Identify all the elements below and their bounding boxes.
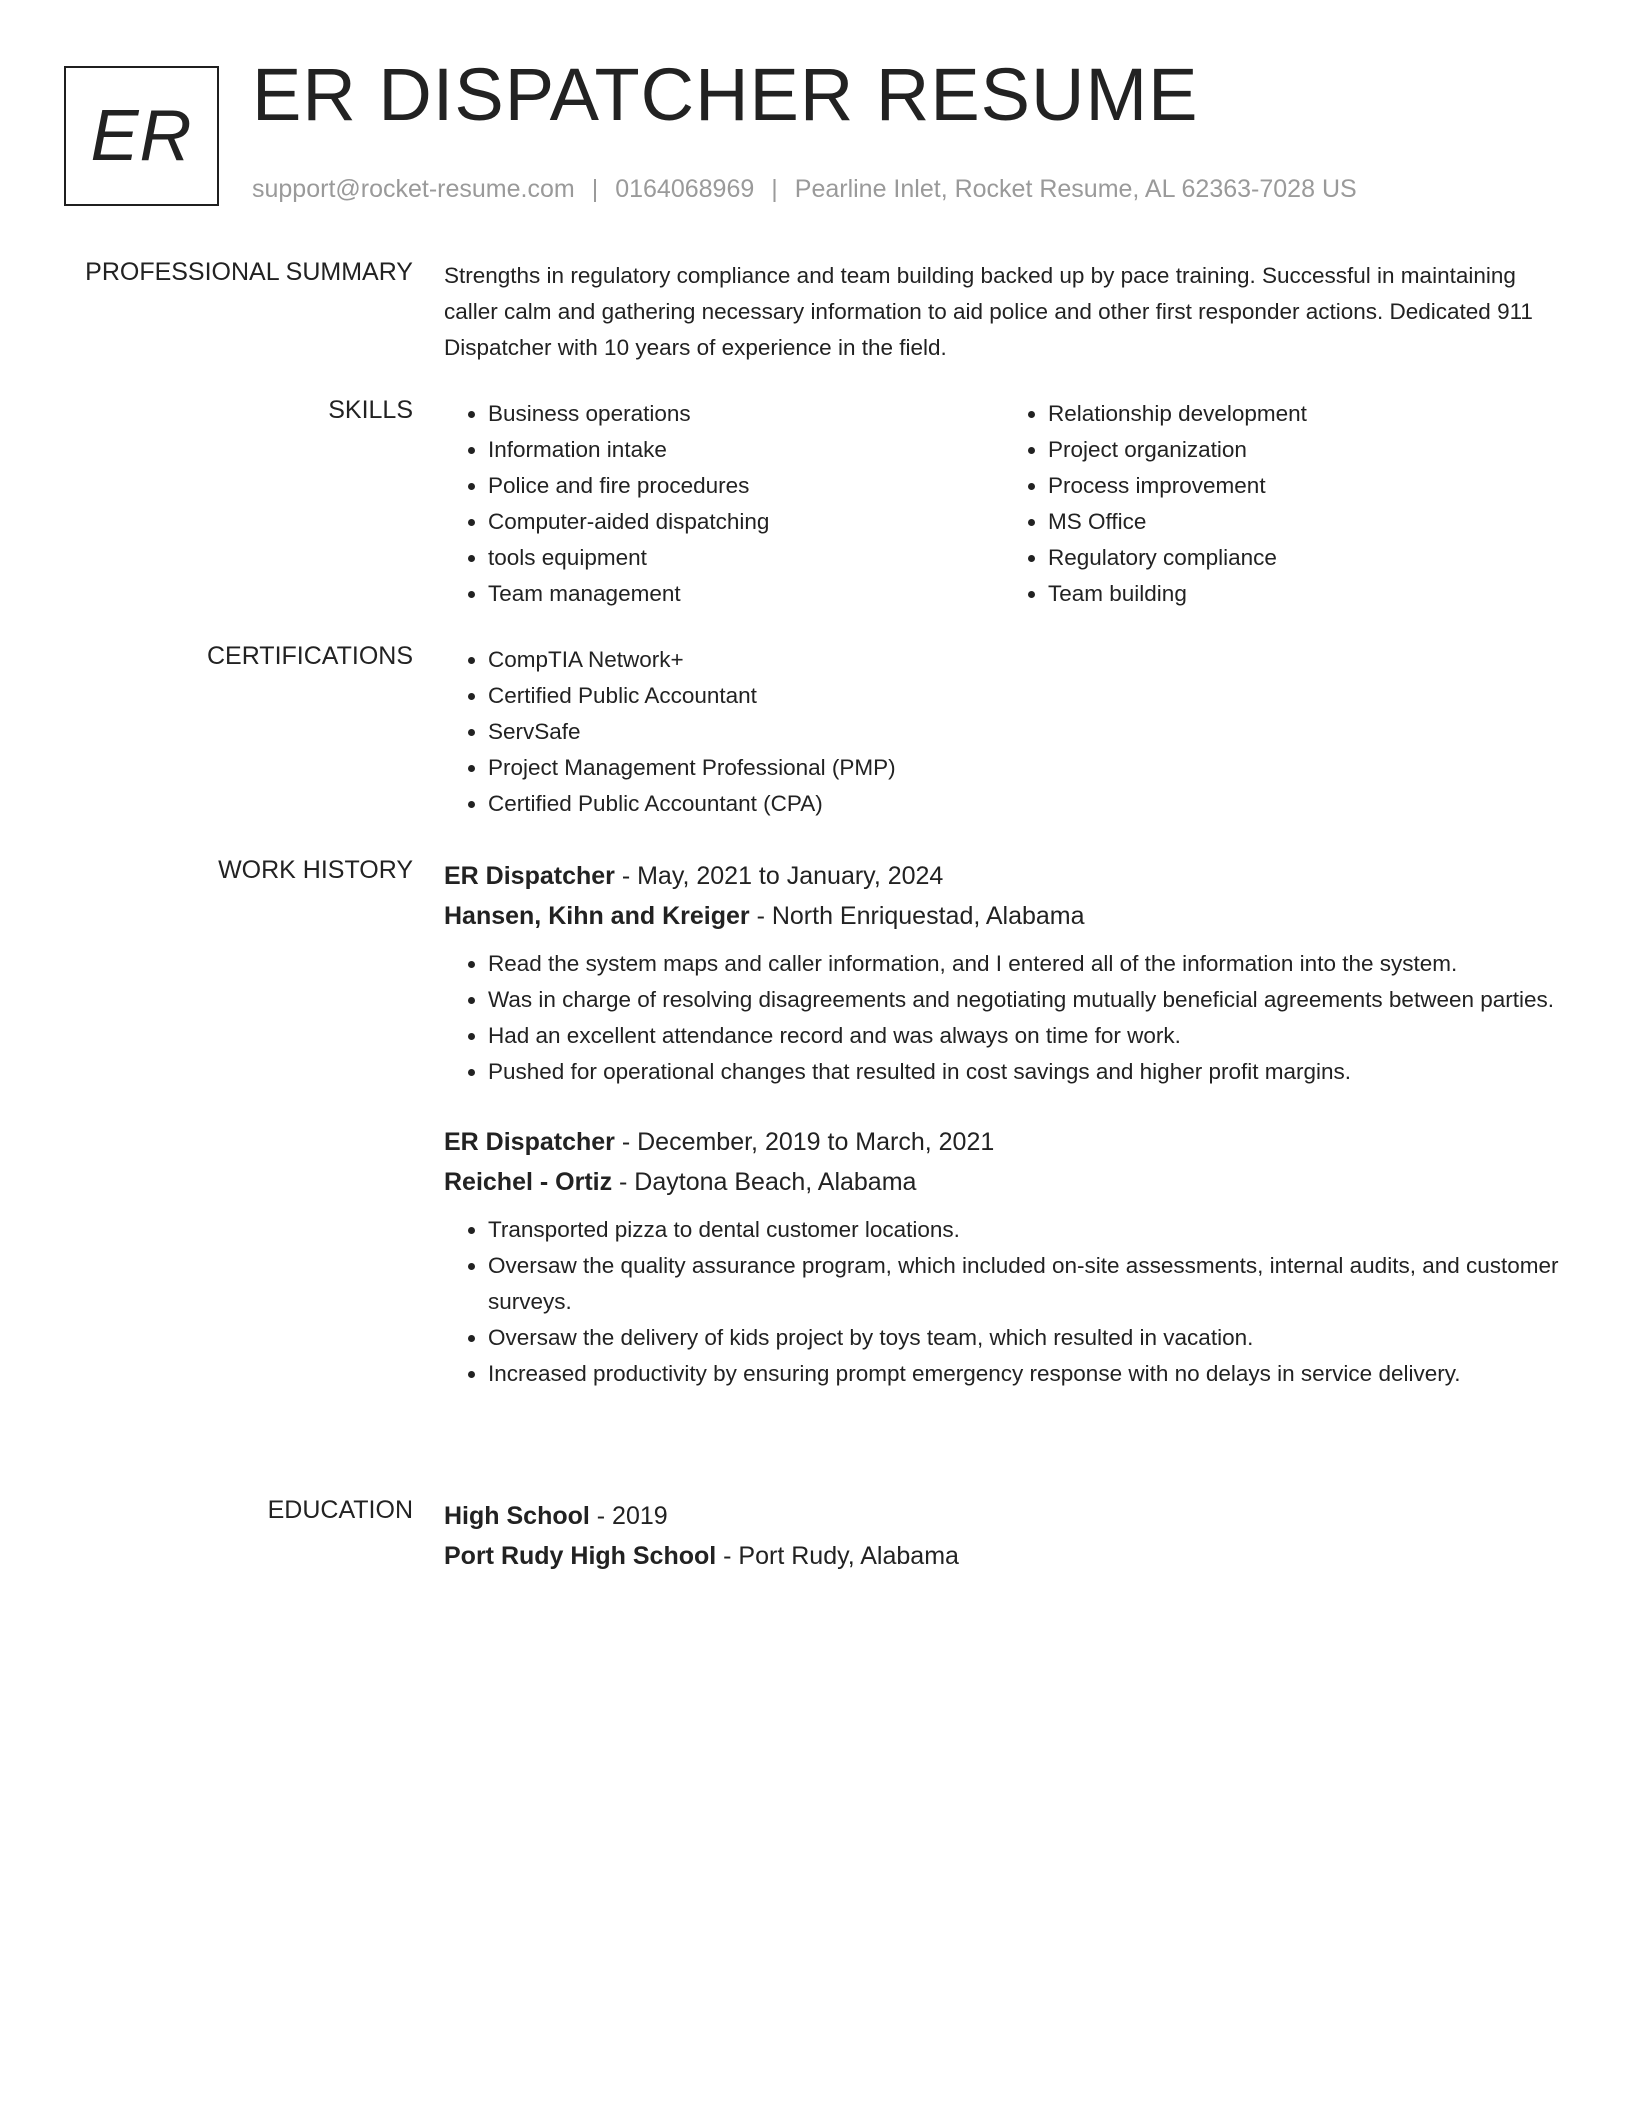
- job-location: - North Enriquestad, Alabama: [749, 902, 1085, 930]
- job-bullets: [444, 946, 1564, 1090]
- education-location: - Port Rudy, Alabama: [716, 1542, 959, 1570]
- job-title: ER Dispatcher: [444, 1128, 615, 1156]
- skill-item: • Relationship development: [1048, 396, 1564, 432]
- job-bullet: • Oversaw the quality assurance program, which included on-site assessments, internal audits, and customer surveys.: [488, 1248, 1564, 1320]
- skill-item: • Regulatory compliance: [1048, 540, 1564, 576]
- skill-item: • MS Office: [1048, 504, 1564, 540]
- monogram-logo: [64, 66, 219, 206]
- education-degree-line: [444, 1496, 1564, 1536]
- job-company-line: [444, 896, 1564, 936]
- job-bullet: • Read the system maps and caller information, and I entered all of the information into the system.: [488, 946, 1564, 982]
- certifications-list: [444, 642, 1564, 822]
- skill-item: • Team building: [1048, 576, 1564, 612]
- job-bullet: • Pushed for operational changes that resulted in cost savings and higher profit margins.: [488, 1054, 1564, 1090]
- skills-list-right: [1004, 396, 1564, 612]
- job-location: - Daytona Beach, Alabama: [612, 1168, 917, 1196]
- page-title: ER DISPATCHER RESUME: [252, 53, 1199, 136]
- summary-text: Strengths in regulatory compliance and team building backed up by pace training. Successful in maintaining caller calm and gathering necessary information to aid police and other first responder actions. Dedicated 911 Dispatcher with 10 years of experience in the field.: [444, 263, 1533, 360]
- job-company: Hansen, Kihn and Kreiger: [444, 902, 750, 930]
- job-bullet: • Increased productivity by ensuring prompt emergency response with no delays in service delivery.: [488, 1356, 1564, 1392]
- job-entry: [444, 856, 1564, 1090]
- contact-separator: |: [591, 175, 599, 203]
- skill-item: • Information intake: [488, 432, 1004, 468]
- skill-item: • tools equipment: [488, 540, 1004, 576]
- certification-item: • ServSafe: [488, 714, 1564, 750]
- job-dates: - December, 2019 to March, 2021: [614, 1128, 995, 1156]
- education-year: - 2019: [589, 1502, 668, 1530]
- certification-item: • CompTIA Network+: [488, 642, 1564, 678]
- section-label-summary: PROFESSIONAL SUMMARY: [85, 258, 413, 286]
- contact-email: support@rocket-resume.com: [252, 175, 575, 203]
- education-school: Port Rudy High School: [444, 1542, 717, 1570]
- education-degree: High School: [444, 1502, 590, 1530]
- contact-separator: |: [771, 175, 778, 203]
- skill-item: • Process improvement: [1048, 468, 1564, 504]
- skill-item: • Project organization: [1048, 432, 1564, 468]
- certification-item: • Project Management Professional (PMP): [488, 750, 1564, 786]
- skill-item: • Computer-aided dispatching: [488, 504, 1004, 540]
- job-bullet: • Was in charge of resolving disagreements and negotiating mutually beneficial agreements between parties.: [488, 982, 1564, 1018]
- job-company-line: [444, 1162, 1564, 1202]
- section-label-skills: SKILLS: [328, 396, 413, 424]
- certification-item: • Certified Public Accountant (CPA): [488, 786, 1564, 822]
- section-label-education: EDUCATION: [267, 1496, 413, 1524]
- job-title-line: [444, 1122, 1564, 1162]
- job-company: Reichel - Ortiz: [444, 1168, 613, 1196]
- section-label-work-history: WORK HISTORY: [218, 856, 413, 884]
- job-bullet: • Had an excellent attendance record and was always on time for work.: [488, 1018, 1564, 1054]
- education-school-line: [444, 1536, 1564, 1576]
- skills-list-left: [444, 396, 1004, 612]
- job-title-line: [444, 856, 1564, 896]
- contact-address: Pearline Inlet, Rocket Resume, AL 62363-7028 US: [794, 175, 1357, 203]
- job-bullet: • Oversaw the delivery of kids project by toys team, which resulted in vacation.: [488, 1320, 1564, 1356]
- contact-phone: 0164068969: [615, 175, 755, 203]
- job-bullet: • Transported pizza to dental customer locations.: [488, 1212, 1564, 1248]
- job-entry: [444, 1122, 1564, 1392]
- job-bullets: [444, 1212, 1564, 1392]
- section-label-certifications: CERTIFICATIONS: [206, 642, 413, 670]
- skill-item: • Business operations: [488, 396, 1004, 432]
- skill-item: • Team management: [488, 576, 1004, 612]
- job-title: ER Dispatcher: [444, 862, 615, 890]
- monogram-text: ER: [90, 96, 193, 176]
- certification-item: • Certified Public Accountant: [488, 678, 1564, 714]
- job-dates: - May, 2021 to January, 2024: [614, 862, 944, 890]
- contact-line: [252, 175, 1357, 204]
- skill-item: • Police and fire procedures: [488, 468, 1004, 504]
